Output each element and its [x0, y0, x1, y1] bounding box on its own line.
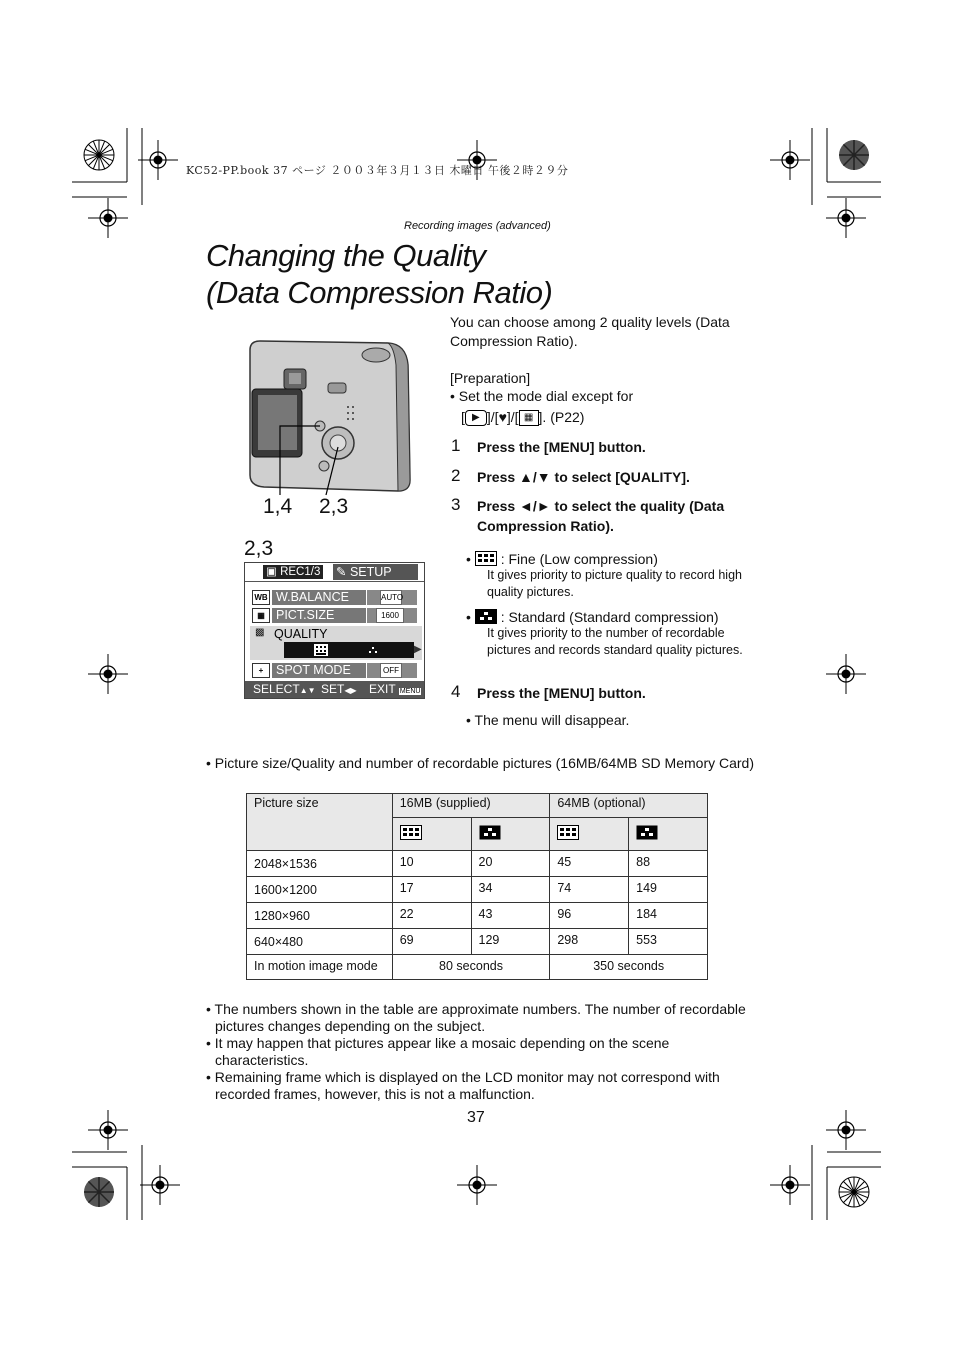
table-row [247, 929, 708, 955]
heart-icon: ♥ [498, 409, 507, 425]
cell-value: 10 [392, 851, 471, 877]
preparation-modes: [ ▶ ]/[♥]/[ ▦ ]. (P22) [461, 409, 585, 425]
cell-value: 74 [550, 877, 629, 903]
menu-disappear-note: • The menu will disappear. [466, 712, 630, 728]
quality-icon: ▩ [255, 627, 265, 638]
cell-value: 88 [629, 851, 708, 877]
fine-quality-icon [314, 644, 328, 656]
camera-callout-left: 1,4 [263, 495, 293, 518]
lcd-callout: 2,3 [244, 537, 274, 560]
lcd-row-quality[interactable] [250, 626, 422, 660]
preparation-bullet: • Set the mode dial except for [450, 388, 634, 404]
lcd-tab-setup-label: SETUP [349, 565, 392, 579]
lcd-row-picture-size[interactable] [252, 608, 417, 624]
cell-size: 1280×960 [247, 903, 393, 929]
step-text: Press the [MENU] button. [477, 685, 646, 701]
lcd-tab-setup[interactable] [333, 564, 418, 580]
header-16mb: 16MB (supplied) [392, 794, 550, 818]
standard-quality-icon [366, 644, 380, 656]
note-item: • The numbers shown in the table are approximate numbers. The number of recordable pictures changes depending on the subject. [206, 1001, 746, 1034]
cell-motion-64mb: 350 seconds [550, 955, 708, 980]
spot-icon: + [252, 663, 270, 678]
lcd-row-label: QUALITY [274, 627, 328, 641]
note-item: • It may happen that pictures appear like a mosaic depending on the scene characteristics. [206, 1035, 670, 1068]
lcd-row-label: PICT.SIZE [272, 608, 366, 623]
lcd-footer-exit: EXIT MENU [369, 682, 421, 696]
header-standard-16mb [471, 818, 550, 851]
header-standard-64mb [629, 818, 708, 851]
intro-text: You can choose among 2 quality levels (Data Compression Ratio). [450, 314, 730, 349]
cell-value: 34 [471, 877, 550, 903]
header-picture-size: Picture size [247, 794, 393, 851]
quality-selector[interactable] [284, 642, 414, 658]
lcd-row-spot-mode[interactable] [252, 663, 417, 679]
step-text: Press ◄/► to select the quality (Data Compression Ratio). [477, 498, 725, 534]
lcd-tab-rec-label: REC1/3 [280, 566, 321, 578]
left-right-icon: ◀▶ [344, 686, 357, 695]
quality-option-standard: • : Standard (Standard compression) [466, 609, 719, 625]
note-item: • Remaining frame which is displayed on the LCD monitor may not correspond with recorded frames, however, this is not a malfunction. [206, 1069, 720, 1102]
cell-value: 298 [550, 929, 629, 955]
table-row [247, 877, 708, 903]
standard-quality-icon [479, 825, 501, 840]
cell-motion-label: In motion image mode [247, 955, 393, 980]
cell-value: 45 [550, 851, 629, 877]
lcd-row-value: AUTO [380, 590, 402, 605]
table-row [247, 903, 708, 929]
arrow-right-icon: ▶ [414, 644, 422, 655]
preparation-label: [Preparation] [450, 370, 531, 386]
cell-size: 640×480 [247, 929, 393, 955]
standard-quality-icon [475, 609, 497, 624]
wrench-icon: ✎ [336, 565, 347, 579]
lcd-row-label: W.BALANCE [272, 590, 366, 605]
cell-motion-16mb: 80 seconds [392, 955, 550, 980]
motion-picture-icon: ▦ [519, 410, 539, 426]
step-text: Press the [MENU] button. [477, 439, 646, 455]
cell-value: 96 [550, 903, 629, 929]
cell-value: 17 [392, 877, 471, 903]
cell-value: 149 [629, 877, 708, 903]
step-number: 2 [451, 466, 461, 485]
wb-icon: WB [252, 590, 270, 605]
menu-icon: MENU [399, 688, 421, 695]
step-number: 4 [451, 682, 461, 701]
table-row [247, 851, 708, 877]
cell-value: 22 [392, 903, 471, 929]
quality-option-fine-desc: It gives priority to picture quality to record high quality pictures. [487, 568, 742, 599]
step-number: 1 [451, 436, 461, 455]
cell-value: 43 [471, 903, 550, 929]
cell-value: 20 [471, 851, 550, 877]
lcd-menu [244, 562, 425, 699]
notes-list [206, 1001, 751, 1103]
lcd-row-white-balance[interactable] [252, 590, 417, 606]
quality-option-standard-desc: It gives priority to the number of recordable pictures and records standard quality pictures. [487, 626, 743, 657]
page-title-line2: (Data Compression Ratio) [206, 275, 553, 310]
lcd-tab-rec[interactable] [263, 565, 323, 579]
quality-option-fine: • : Fine (Low compression) [466, 551, 658, 567]
lcd-footer-select: SELECT▲▼ [253, 682, 316, 696]
print-info-header: KC52-PP.book 37 ページ ２００３年３月１３日 木曜日 午後２時２９分 [186, 164, 569, 177]
cell-size: 2048×1536 [247, 851, 393, 877]
section-label: Recording images (advanced) [404, 220, 551, 232]
cell-size: 1600×1200 [247, 877, 393, 903]
cell-value: 553 [629, 929, 708, 955]
step-text: Press ▲/▼ to select [QUALITY]. [477, 469, 690, 485]
lcd-row-label: SPOT MODE [272, 663, 366, 678]
page-title-line1: Changing the Quality [206, 238, 486, 273]
camera-illustration [238, 335, 418, 505]
lcd-row-value: OFF [380, 663, 402, 678]
header-64mb: 64MB (optional) [550, 794, 708, 818]
lcd-row-value: 1600 [376, 608, 404, 623]
fine-quality-icon [475, 551, 497, 566]
cell-value: 184 [629, 903, 708, 929]
fine-quality-icon [400, 825, 422, 840]
cell-value: 69 [392, 929, 471, 955]
picture-size-icon: ▦ [252, 608, 270, 623]
page-title [206, 237, 552, 311]
up-down-icon: ▲▼ [299, 686, 316, 695]
playback-icon: ▶ [465, 410, 487, 426]
table-row-motion [247, 955, 708, 980]
table-intro: • Picture size/Quality and number of recordable pictures (16MB/64MB SD Memory Card) [206, 755, 755, 771]
camera-icon: ▣ [266, 566, 277, 578]
cell-value: 129 [471, 929, 550, 955]
recordable-pictures-table [246, 793, 708, 980]
page-number: 37 [467, 1109, 485, 1126]
header-fine-64mb [550, 818, 629, 851]
lcd-footer-set: SET◀▶ [321, 682, 357, 696]
step-number: 3 [451, 495, 461, 514]
camera-callout-right: 2,3 [319, 495, 349, 518]
lcd-footer [245, 681, 424, 698]
fine-quality-icon [557, 825, 579, 840]
standard-quality-icon [636, 825, 658, 840]
header-fine-16mb [392, 818, 471, 851]
